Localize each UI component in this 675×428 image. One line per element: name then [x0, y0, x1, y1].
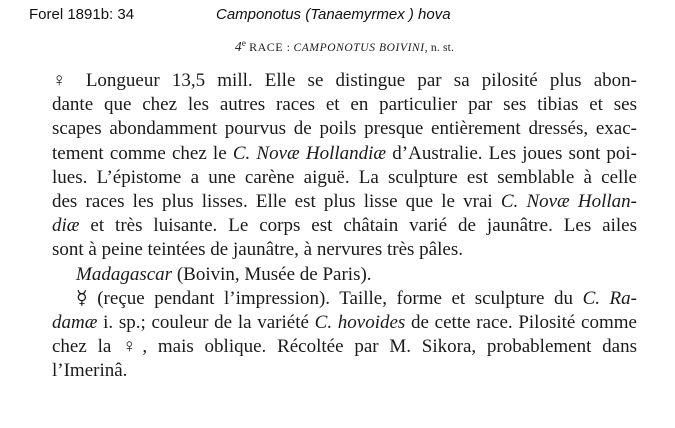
text-segment: scapes abondamment pourvus de poils presque entièrement dressés, exac- [52, 118, 637, 140]
italic-taxon-text: Madagascar [76, 263, 173, 285]
text-segment: des races les plus lisses. Elle est plus lisse que le vrai [52, 191, 501, 212]
text-line [52, 117, 637, 141]
italic-taxon-text: diæ [52, 215, 80, 237]
italic-taxon-text: C. hovoides [314, 312, 406, 333]
text-segment: (Boivin, Musée de Paris). [172, 263, 372, 285]
italic-taxon-text: C. Novæ Hollan- [500, 191, 637, 212]
italic-taxon-text: C. Ra- [582, 287, 637, 309]
text-line [52, 166, 637, 190]
race-name: CAMPONOTUS BOIVINI [293, 41, 425, 54]
text-line [52, 190, 637, 214]
text-line [52, 287, 637, 311]
text-segment: tement comme chez le [52, 142, 233, 164]
text-line [52, 238, 637, 262]
text-line [52, 263, 637, 287]
text-segment: d’Australie. Les joues sont poi- [386, 142, 638, 164]
text-segment: de cette race. Pilosité comme [405, 312, 637, 333]
race-number-superscript: e [241, 38, 247, 48]
text-segment: lues. L’épistome a une carène aiguë. La sculpture est semblable à celle [52, 166, 637, 188]
text-line [52, 69, 637, 93]
race-status: , n. st. [424, 41, 455, 54]
text-segment: chez la ♀, mais oblique. Récoltée par M. Sikora, probablement dans [52, 336, 637, 358]
italic-taxon-text: C. Novæ Hollandiæ [232, 142, 387, 164]
text-segment: sont à peine teintées de jaunâtre, à nervures très pâles. [52, 239, 463, 261]
taxon-name: Camponotus (Tanaemyrmex ) hova [216, 6, 451, 23]
race-heading [52, 38, 637, 55]
text-line [52, 311, 637, 335]
text-segment: l’Imerinâ. [52, 360, 128, 382]
race-word: RACE : [249, 39, 291, 54]
text-line [52, 335, 637, 359]
text-segment: ♀ Longueur 13,5 mill. Elle se distingue par sa pilosité plus abon- [52, 70, 637, 91]
text-segment: dante que chez les autres races et en particulier par ses tibias et ses [52, 94, 637, 116]
text-line [52, 359, 637, 383]
text-segment: ☿ (reçue pendant l’impression). Taille, forme et sculpture du [76, 287, 583, 309]
text-line [52, 214, 637, 238]
citation-header [29, 6, 451, 23]
citation-source: Forel 1891b: 34 [29, 6, 135, 23]
text-line [52, 142, 637, 166]
text-line [52, 93, 637, 117]
text-segment: i. sp.; couleur de la variété [97, 312, 315, 333]
text-segment: et très luisante. Le corps est châtain varié de jaunâtre. Les ailes [79, 215, 637, 237]
race-number: 4 [234, 38, 242, 54]
italic-taxon-text: damæ [52, 312, 98, 333]
